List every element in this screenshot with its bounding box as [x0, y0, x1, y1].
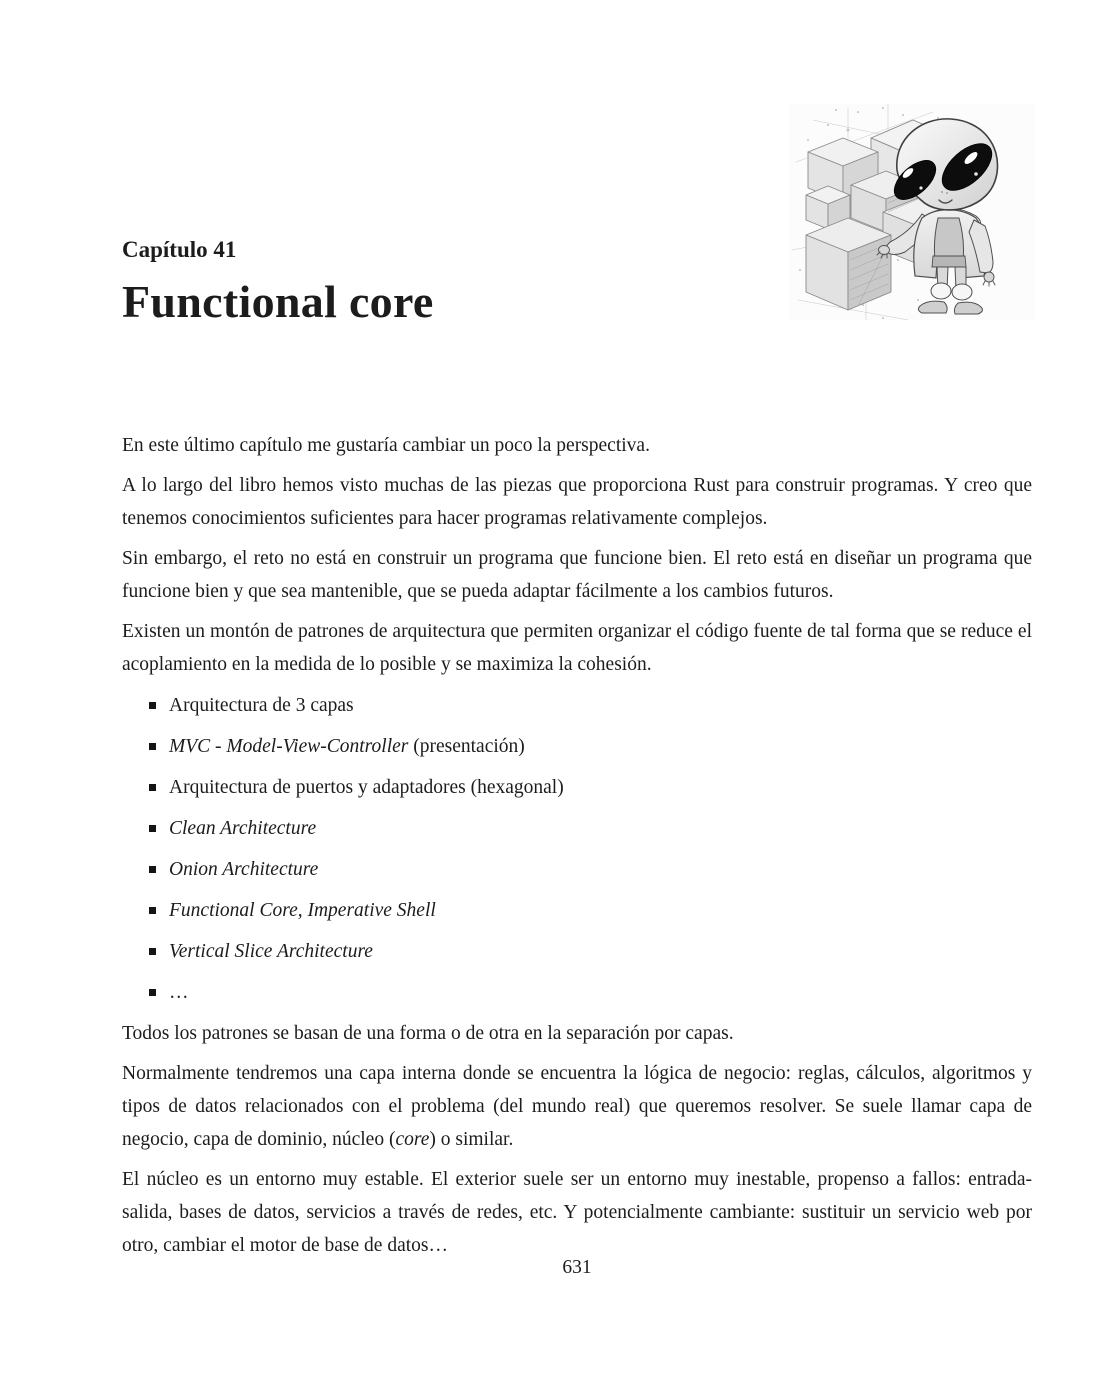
list-item-text: Clean Architecture	[169, 818, 317, 840]
square-bullet-icon	[149, 784, 156, 791]
paragraph: A lo largo del libro hemos visto muchas de las piezas que proporciona Rust para construir programas. Y creo que tenemos conocimientos suficientes para hacer programas relativamente complejos.	[122, 475, 1032, 530]
closing-paragraphs	[122, 1017, 1032, 1262]
paragraph: En este último capítulo me gustaría cambiar un poco la perspectiva.	[122, 435, 650, 457]
chapter-body	[122, 429, 1032, 1262]
list-item	[122, 812, 1032, 845]
square-bullet-icon	[149, 907, 156, 914]
intro-paragraphs	[122, 429, 1032, 681]
list-item-text: MVC - Model-View-Controller (presentación)	[169, 736, 525, 758]
chapter-title: Functional core	[122, 276, 434, 327]
paragraph: El núcleo es un entorno muy estable. El exterior suele ser un entorno muy inestable, propenso a fallos: entrada-salida, bases de datos, servicios a través de redes, etc. Y potencialmente cambiante: sustituir un servicio web por otro, cambiar el motor de base de datos…	[122, 1169, 1032, 1257]
square-bullet-icon	[149, 989, 156, 996]
paragraph: Sin embargo, el reto no está en construir un programa que funcione bien. El reto está en diseñar un programa que funcione bien y que sea mantenible, que se pueda adaptar fácilmente a los cambios futuros.	[122, 548, 1032, 603]
square-bullet-icon	[149, 702, 156, 709]
list-item-text: Functional Core, Imperative Shell	[169, 900, 436, 922]
list-item	[122, 976, 1032, 1009]
page-number: 631	[562, 1257, 592, 1278]
paragraph: Todos los patrones se basan de una forma o de otra en la separación por capas.	[122, 1023, 734, 1045]
list-item	[122, 935, 1032, 968]
square-bullet-icon	[149, 866, 156, 873]
list-item-text: Vertical Slice Architecture	[169, 941, 373, 963]
list-item-text: …	[169, 982, 189, 1004]
paragraph: Normalmente tendremos una capa interna donde se encuentra la lógica de negocio: reglas, cálculos, algoritmos y tipos de datos relacionados con el problema (del mundo real) que queremos resolver. Se suele llamar capa de negocio, capa de dominio, núcleo (core) o similar.	[122, 1063, 1032, 1151]
list-item	[122, 730, 1032, 763]
chapter-label: Capítulo 41	[122, 237, 237, 262]
square-bullet-icon	[149, 743, 156, 750]
text-column	[122, 0, 1032, 1262]
list-item	[122, 771, 1032, 804]
square-bullet-icon	[149, 948, 156, 955]
list-item-text: Onion Architecture	[169, 859, 319, 881]
list-item-text: Arquitectura de puertos y adaptadores (hexagonal)	[169, 777, 564, 799]
paragraph: Existen un montón de patrones de arquitectura que permiten organizar el código fuente de tal forma que se reduce el acoplamiento en la medida de lo posible y se maximiza la cohesión.	[122, 621, 1032, 676]
architecture-pattern-list	[122, 689, 1032, 1009]
list-item-text: Arquitectura de 3 capas	[169, 695, 354, 717]
list-item	[122, 689, 1032, 722]
list-item	[122, 853, 1032, 886]
square-bullet-icon	[149, 825, 156, 832]
list-item	[122, 894, 1032, 927]
